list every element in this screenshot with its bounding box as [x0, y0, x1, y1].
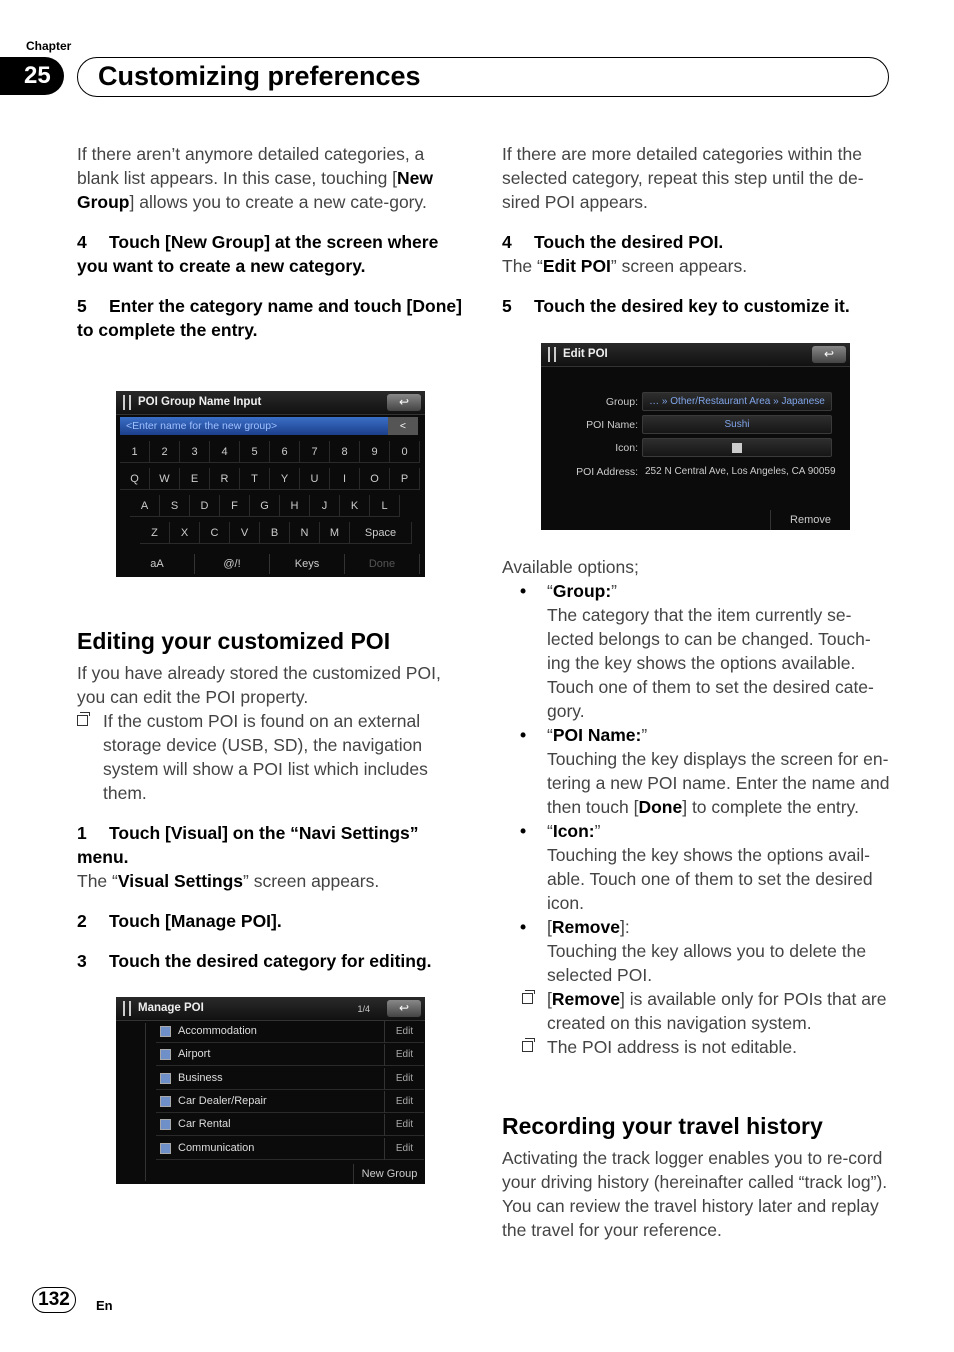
note-checkbox-icon — [522, 1041, 533, 1052]
antenna-icon — [123, 1001, 131, 1016]
key-aa-bottom[interactable]: aA — [120, 554, 195, 574]
category-icon — [160, 1096, 171, 1107]
key-d[interactable]: D — [190, 495, 220, 517]
icon-row: Icon: — [541, 438, 850, 458]
key-row-zxcv — [140, 522, 412, 544]
key-e[interactable]: E — [180, 468, 210, 490]
key-y[interactable]: Y — [270, 468, 300, 490]
key-x[interactable]: X — [170, 522, 200, 544]
key-o[interactable]: O — [360, 468, 390, 490]
edit-button[interactable]: Edit — [384, 1044, 424, 1066]
language-label: En — [96, 1298, 113, 1313]
note-address: The POI address is not editable. — [502, 1035, 892, 1059]
left-column-lower — [77, 627, 467, 973]
edit-button[interactable]: Edit — [384, 1114, 424, 1136]
key-m[interactable]: M — [320, 522, 350, 544]
key-t[interactable]: T — [240, 468, 270, 490]
step-4-left: 4 Touch [New Group] at the screen where you want to create a new category. — [77, 232, 439, 276]
category-name: Accommodation — [178, 1025, 257, 1037]
category-row[interactable] — [156, 1021, 424, 1043]
screen-title: POI Group Name Input — [138, 396, 262, 408]
key-7[interactable]: 7 — [300, 441, 330, 463]
key-5[interactable]: 5 — [240, 441, 270, 463]
group-button[interactable]: … » Other/Restaurant Area » Japanese — [642, 392, 832, 411]
note-external-storage: If the custom POI is found on an external storage device (USB, SD), the navigation system will show a POI list which includes them. — [77, 709, 467, 805]
antenna-icon — [123, 395, 131, 410]
step-4-right-result: The “Edit POI” screen appears. — [502, 256, 748, 276]
page-indicator: 1/4 — [357, 1004, 370, 1014]
screen-title-bar — [116, 997, 425, 1021]
category-name: Communication — [178, 1141, 255, 1154]
option-icon: • “Icon:” Touching the key shows the options avail-able. Touch one of them to set the desired icon. — [520, 821, 873, 913]
key-2[interactable]: 2 — [150, 441, 180, 463]
scroll-sidebar[interactable] — [120, 1023, 146, 1181]
key-i[interactable]: I — [330, 468, 360, 490]
key-done-bottom[interactable]: Done — [345, 554, 420, 574]
screenshot-manage-poi — [116, 997, 425, 1184]
category-row[interactable] — [156, 1091, 424, 1113]
note-checkbox-icon — [77, 715, 88, 726]
category-row[interactable] — [156, 1068, 424, 1090]
key-row-qwerty — [120, 468, 420, 490]
right-column-section — [502, 1112, 892, 1242]
section-title-editing: Editing your customized POI — [77, 628, 391, 654]
poi-category-icon — [732, 443, 742, 453]
key-b[interactable]: B — [260, 522, 290, 544]
remove-button[interactable]: Remove — [770, 510, 850, 530]
options-label: Available options; — [502, 557, 639, 577]
category-icon — [160, 1073, 171, 1084]
chapter-title: Customizing preferences — [98, 61, 421, 91]
key-9[interactable]: 9 — [360, 441, 390, 463]
page-number: 132 — [32, 1287, 76, 1313]
back-arrow-icon[interactable]: ↩ — [812, 346, 846, 363]
category-name: Business — [178, 1071, 223, 1084]
right-column — [502, 142, 892, 318]
key-space[interactable]: Space — [350, 522, 412, 544]
chapter-title-box — [77, 57, 889, 97]
key-g[interactable]: G — [250, 495, 280, 517]
edit-button[interactable]: Edit — [384, 1021, 424, 1043]
note-checkbox-icon — [522, 993, 533, 1004]
key-keys-bottom[interactable]: Keys — [270, 554, 345, 574]
key-s[interactable]: S — [160, 495, 190, 517]
poi-address-row: POI Address: 252 N Central Ave, Los Angeles, CA 90059 — [576, 466, 836, 478]
key-z[interactable]: Z — [140, 522, 170, 544]
step-4-right: 4 Touch the desired POI. — [502, 232, 724, 252]
edit-button[interactable]: Edit — [384, 1068, 424, 1090]
key-v[interactable]: V — [230, 522, 260, 544]
new-group-button[interactable]: New Group — [353, 1164, 425, 1184]
step-2: 2 Touch [Manage POI]. — [77, 911, 282, 931]
section-title-recording: Recording your travel history — [502, 1113, 823, 1139]
note-remove: [Remove] is available only for POIs that are created on this navigation system. — [502, 987, 892, 1035]
category-row[interactable] — [156, 1044, 424, 1066]
option-remove: • [Remove]: Touching the key allows you to delete the selected POI. — [520, 917, 867, 985]
category-icon — [160, 1119, 171, 1130]
step-5-right: 5 Touch the desired key to customize it. — [502, 296, 850, 316]
key-q[interactable]: Q — [120, 468, 150, 490]
back-arrow-icon[interactable]: ↩ — [387, 394, 421, 411]
right-column-lower — [502, 555, 892, 1059]
screen-title: Manage POI — [138, 1002, 204, 1014]
poi-name-button[interactable]: Sushi — [642, 415, 832, 434]
step-1-result: The “Visual Settings” screen appears. — [77, 871, 380, 891]
category-icon — [160, 1026, 171, 1037]
section-body-recording: Activating the track logger enables you to re-cord your driving history (hereinafter called “track log”). You can review the travel history later and replay the travel for your reference. — [502, 1148, 888, 1240]
poi-address-value: 252 N Central Ave, Los Angeles, CA 90059 — [645, 466, 836, 477]
option-poi-name: • “POI Name:” Touching the key displays the screen for en-tering a new POI name. Enter the name and then touch [Done] to complete the entry. — [520, 725, 890, 817]
screenshot-edit-poi — [541, 343, 850, 530]
category-icon — [160, 1049, 171, 1060]
back-arrow-icon[interactable]: ↩ — [387, 1000, 421, 1017]
key-r[interactable]: R — [210, 468, 240, 490]
key-4[interactable]: 4 — [210, 441, 240, 463]
category-row[interactable] — [156, 1114, 424, 1136]
edit-button[interactable]: Edit — [384, 1138, 424, 1160]
option-group: • “Group:” The category that the item currently se-lected belongs to can be changed. Touch-ing the key shows the options available. Touch one of them to set the desired cate-gory. — [520, 581, 874, 721]
key--bottom[interactable]: @/! — [195, 554, 270, 574]
chapter-label: Chapter — [26, 39, 72, 53]
icon-button[interactable] — [642, 438, 832, 457]
key-h[interactable]: H — [280, 495, 310, 517]
key-k[interactable]: K — [340, 495, 370, 517]
key-3[interactable]: 3 — [180, 441, 210, 463]
key-c[interactable]: C — [200, 522, 230, 544]
backspace-icon[interactable]: < — [388, 417, 418, 435]
key-row-asdf — [130, 495, 400, 517]
edit-button[interactable]: Edit — [384, 1091, 424, 1113]
left-intro: If there aren’t anymore detailed categories, a blank list appears. In this case, touching [New Group] allows you to create a new cate-gory. — [77, 144, 434, 212]
key-row-numbers — [120, 441, 420, 463]
key-w[interactable]: W — [150, 468, 180, 490]
chapter-number: 25 — [0, 57, 64, 95]
antenna-icon — [548, 347, 556, 362]
key-p[interactable]: P — [390, 468, 420, 490]
screen-title-bar — [541, 343, 850, 367]
key-row-bottom — [120, 554, 420, 574]
screen-title: Edit POI — [563, 348, 608, 360]
key-8[interactable]: 8 — [330, 441, 360, 463]
screen-title-bar — [116, 391, 425, 415]
screenshot-poi-group-name-input — [116, 391, 425, 577]
group-name-input[interactable]: <Enter name for the new group> < — [120, 417, 418, 435]
step-5-left: 5 Enter the category name and touch [Done] to complete the entry. — [77, 296, 462, 340]
key-a[interactable]: A — [130, 495, 160, 517]
key-u[interactable]: U — [300, 468, 330, 490]
section-intro-editing: If you have already stored the customized POI, you can edit the POI property. — [77, 663, 441, 707]
category-name: Car Rental — [178, 1118, 231, 1131]
step-1: 1 Touch [Visual] on the “Navi Settings” menu. — [77, 823, 419, 867]
key-0[interactable]: 0 — [390, 441, 420, 463]
key-6[interactable]: 6 — [270, 441, 300, 463]
poi-name-row: POI Name: Sushi — [541, 415, 850, 435]
category-name: Airport — [178, 1048, 211, 1061]
group-row: Group: … » Other/Restaurant Area » Japanese — [541, 392, 850, 412]
category-row[interactable] — [156, 1138, 424, 1160]
category-name: Car Dealer/Repair — [178, 1094, 267, 1107]
key-n[interactable]: N — [290, 522, 320, 544]
right-intro: If there are more detailed categories within the selected category, repeat this step until the de-sired POI appears. — [502, 144, 864, 212]
category-icon — [160, 1143, 171, 1154]
key-1[interactable]: 1 — [120, 441, 150, 463]
key-j[interactable]: J — [310, 495, 340, 517]
step-3: 3 Touch the desired category for editing. — [77, 951, 432, 971]
key-f[interactable]: F — [220, 495, 250, 517]
left-column — [77, 142, 467, 342]
key-l[interactable]: L — [370, 495, 400, 517]
